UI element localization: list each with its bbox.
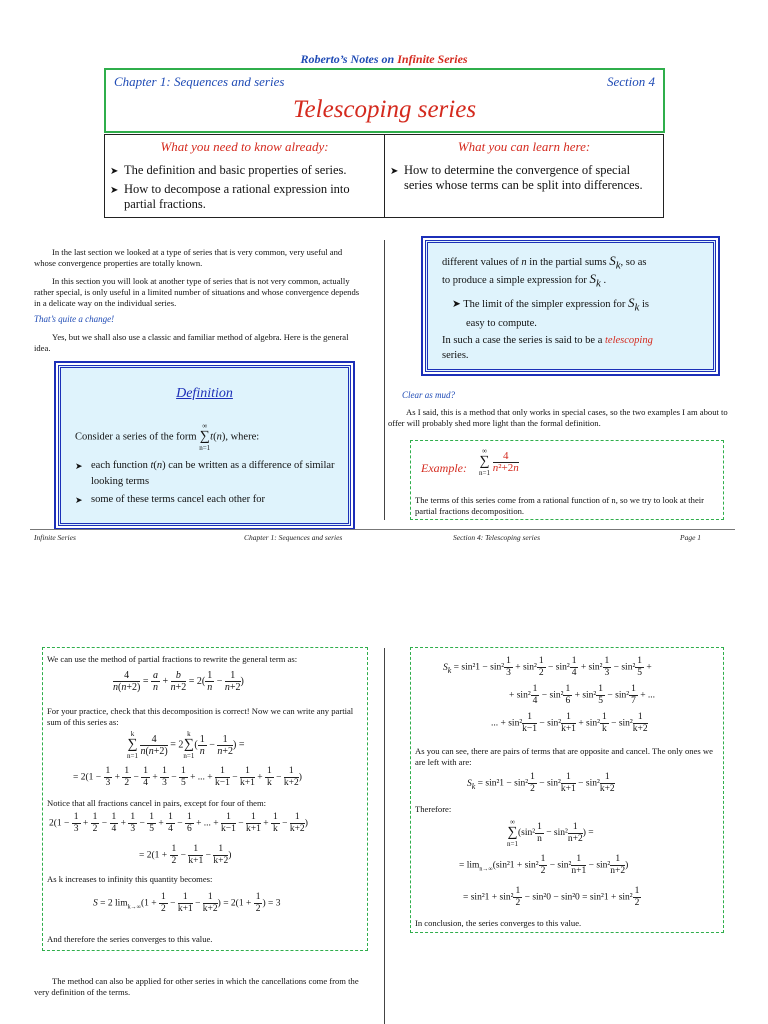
item-text: can be written as a difference of similar looking terms [91, 460, 335, 487]
equation: ... + sin² $\frac{1}{k-1}$ − sin² $\frac{1}{k+1}$ + sin² $\frac{1}{k}$ − sin² $\frac{1}{k+2}$ [491, 712, 648, 734]
know-already-column [105, 135, 385, 217]
definition-intro: Consider a series of the form [75, 431, 197, 443]
page2-text: As k increases to infinity this quantity becomes: [47, 874, 213, 884]
footer-rule [30, 529, 735, 530]
definition-box [58, 365, 351, 526]
page2-text: In conclusion, the series converges to this value. [415, 918, 582, 928]
page2-paragraph: The method can also be applied for other series in which the cancellations come from the very definition of the terms. [34, 976, 359, 997]
header-prefix: Roberto’s Notes on [300, 52, 398, 66]
cont-text: series. [442, 350, 469, 361]
prerequisites-table [104, 134, 664, 218]
know-item: ➤ How to decompose a rational expression into partial fractions. [110, 182, 380, 212]
cont-text: is [641, 299, 649, 310]
cont-text: to produce a simple expression for [442, 275, 587, 286]
definition-item: ➤ each function t(n) can be written as a difference of similar looking terms [75, 458, 340, 490]
cont-text: , so as [620, 257, 647, 268]
equation: + sin² $\frac{1}{4}$ − sin² $\frac{1}{6}$ + sin² $\frac{1}{5}$ − sin² $\frac{1}{7}$ + ... [509, 684, 656, 706]
equation: $\frac{4}{n(n+2)}$ = $\frac{a}{n}$ + $\frac{b}{n+2}$ = 2( $\frac{1}{n}$ − $\frac{1}{n+2}$ ) [113, 670, 244, 693]
footer-section: Section 4: Telescoping series [453, 533, 541, 542]
cont-item: ➤ The limit of the simpler expression for $S_k$ is easy to compute. [452, 295, 649, 329]
learn-item: ➤ How to determine the convergence of special series whose terms can be split into differences. [390, 163, 659, 193]
cont-close [442, 333, 704, 363]
example-text: The terms of this series come from a rational function of n, so we try to look at their partial fractions decomposition. [415, 495, 705, 516]
footer-page: Page 1 [680, 533, 702, 542]
equation: k ∑ n=1 $\frac{4}{n(n+2)}$ = 2k ∑ n=1( $\frac{1}{n}$ − $\frac{1}{n+2}$ ) = [127, 730, 245, 760]
intro-paragraph-1: In the last section we looked at a type of series that is very common, very useful and whose convergence properties are totally known. [34, 247, 343, 268]
example-formula: ∞ ∑ n=1 $\frac{4}{\text{n²+2n}}$ [479, 447, 519, 477]
margin-note: Clear as mud? [402, 390, 456, 400]
sum-symbol: ∞ ∑ n=1 [199, 422, 211, 452]
definition-continued-box [425, 240, 716, 372]
right-paragraph: As I said, this is a method that only works in special cases, so the two examples I am about to offer will probably shed more light than the formal definition. [388, 407, 728, 428]
margin-note: That’s quite a change! [34, 314, 115, 324]
section-label: Section 4 [606, 74, 655, 89]
equation: = 2(1 − $\frac{1}{3}$ + $\frac{1}{2}$ − $\frac{1}{4}$ + $\frac{1}{3}$ − $\frac{1}{5}$ + ... + $\frac{1}{k-1}$ − $\frac{1}{k+1}$ + $\frac{1}{k}$ − $\frac{1}{k+2}$ ) [73, 766, 302, 788]
page-title: Telescoping series [292, 96, 477, 123]
equation: $S_k = \sin^21 - \sin^2$ $\frac{1}{2}$ − sin² $\frac{1}{k+1}$ − sin² $\frac{1}{k+2}$ [467, 772, 615, 794]
cont-line: to produce a simple expression for $S_k$ . [442, 271, 607, 290]
know-item: ➤ The definition and basic properties of series. [110, 163, 380, 178]
example-continued-box [42, 647, 368, 951]
page2-text: And therefore the series converges to this value. [47, 934, 213, 944]
page2-text: For your practice, check that this decomposition is correct! Now we can write any partial sum of this series as: [47, 706, 354, 727]
item-text: each function [91, 460, 148, 471]
definition-item: ➤ some of these terms cancel each other for [75, 492, 340, 508]
header-series: Infinite Series [397, 52, 468, 66]
equation: S = 2 $\lim_{k\to\infty}(1$ + $\frac{1}{2}$ − $\frac{1}{k+1}$ − $\frac{1}{k+2}$ ) = 2(1 + $\frac{1}{2}$ ) = 3 [93, 892, 281, 914]
definition-intro-end: , where: [225, 431, 260, 443]
example-box [410, 440, 724, 520]
equation: = 2(1 + $\frac{1}{2}$ − $\frac{1}{k+1}$ − $\frac{1}{k+2}$ ) [139, 844, 232, 866]
learn-here-heading: What you can learn here: [457, 139, 591, 154]
column-divider-2 [384, 648, 385, 1024]
definition-title: Definition [176, 386, 233, 401]
example-label: Example: [421, 461, 467, 475]
learn-here-column [385, 135, 663, 217]
equation: = $\lim_{n\to\infty}(\sin^21 + \sin^2$ $\frac{1}{2}$ − sin² $\frac{1}{n+1}$ − sin² $\frac{1}{n+2}$ ) [459, 854, 629, 876]
page2-text: We can use the method of partial fractions to rewrite the general term as: [47, 654, 298, 664]
cont-text: different values of [442, 257, 519, 268]
know-already-heading: What you need to know already: [160, 139, 329, 154]
footer-book: Infinite Series [34, 533, 76, 542]
chapter-label: Chapter 1: Sequences and series [114, 74, 285, 89]
equation: = sin²1 + sin² $\frac{1}{2}$ − sin²0 − sin²0 = sin²1 + sin² $\frac{1}{2}$ [463, 886, 640, 908]
equation: 2(1 − $\frac{1}{3}$ + $\frac{1}{2}$ − $\frac{1}{4}$ + $\frac{1}{3}$ − $\frac{1}{5}$ + $\frac{1}{4}$ − $\frac{1}{6}$ + ... + $\frac{1}{k-1}$ − $\frac{1}{k+1}$ + $\frac{1}{k}$ − $\frac{1}{k+2}$ ) [49, 812, 308, 834]
footer-chapter: Chapter 1: Sequences and series [244, 533, 343, 542]
telescoping-word: telescoping [605, 335, 653, 346]
intro-paragraph-2: In this section you will look at another type of series that is not very common, actually rather special, is only useful in a limited number of situations and whose convergence depends in a delicate way on the individual series. [34, 276, 360, 308]
notes-header [0, 52, 768, 67]
chapter-box [104, 68, 665, 133]
cont-text: easy to compute. [466, 317, 537, 329]
column-divider [384, 240, 385, 520]
cont-text: in the partial sums [529, 257, 607, 268]
page2-text: Notice that all fractions cancel in pairs, except for four of them: [47, 798, 267, 808]
cont-line: different values of n in the partial sums $S_k$, so as [442, 253, 647, 272]
intro-paragraph-3: Yes, but we shall also use a classic and familiar method of algebra. Here is the general idea. [34, 332, 349, 353]
sine-example-box [410, 647, 724, 933]
cont-text: In such a case the series is said to be a [442, 335, 603, 346]
equation: ∞ ∑ n=1(sin² $\frac{1}{n}$ − sin² $\frac{1}{n+2}$ ) = [507, 818, 594, 848]
page2-text: As you can see, there are pairs of terms that are opposite and cancel. The only ones we are left with are: [415, 746, 713, 767]
cont-text: The limit of the simpler expression for [463, 299, 626, 310]
equation: $S_k = \sin^21 - \sin^2$ $\frac{1}{3}$ + sin² $\frac{1}{2}$ − sin² $\frac{1}{4}$ + sin² $\frac{1}{3}$ − sin² $\frac{1}{5}$ + [443, 656, 652, 678]
definition-body: Consider a series of the form ∞ ∑ n=1t(n), where: ➤ each function t(n) can be written as a difference of similar looking terms ➤ some of these terms cancel each other for [75, 422, 340, 510]
page2-text: Therefore: [415, 804, 452, 814]
